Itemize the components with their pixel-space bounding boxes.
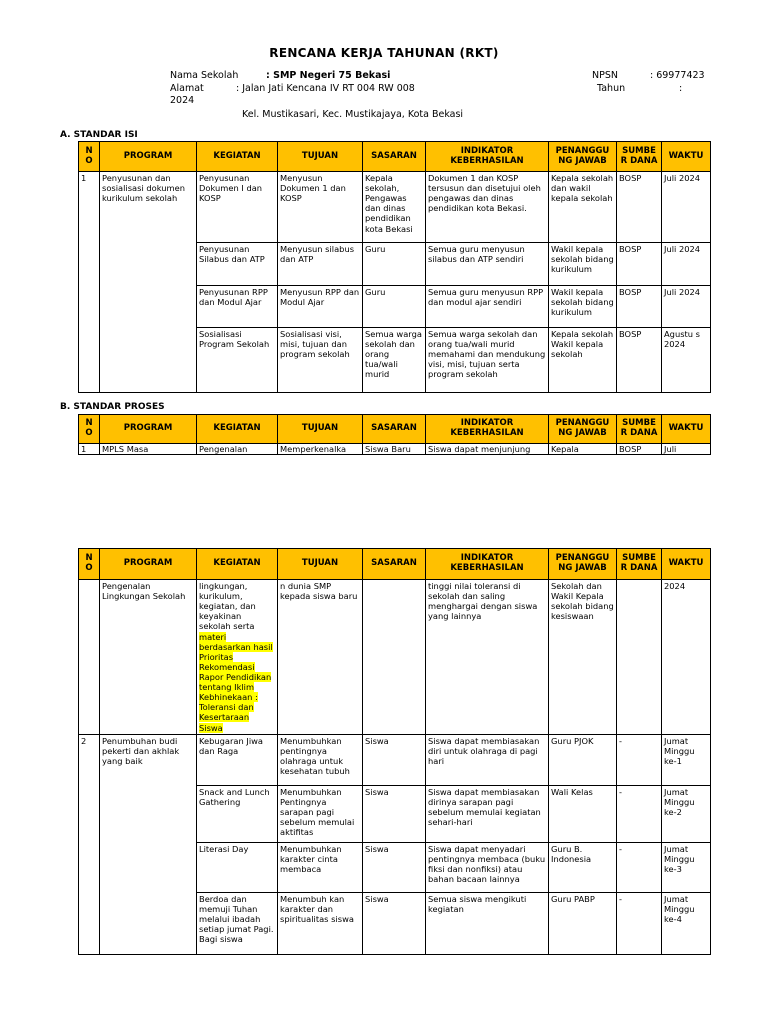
cell-indikator: Siswa dapat menjunjung <box>426 444 549 455</box>
standar-isi-table <box>78 141 711 393</box>
cell-sumber: BOSP <box>617 286 662 328</box>
cell-tujuan: Menumbuh kan karakter dan spiritualitas siswa <box>278 892 363 954</box>
cell-indikator: Semua guru menyusun silabus dan ATP sendiri <box>426 243 549 286</box>
cell-penanggung: Kepala sekolah dan wakil kepala sekolah <box>549 172 617 243</box>
header-waktu: WAKTU <box>662 142 711 172</box>
cell-penanggung: Kepala <box>549 444 617 455</box>
standar-proses-table <box>78 414 711 455</box>
cell-program: Pengenalan Lingkungan Sekolah <box>100 580 197 735</box>
cell-tujuan: Menyusun RPP dan Modul Ajar <box>278 286 363 328</box>
table-header-row <box>79 415 711 444</box>
cell-sasaran: Siswa <box>363 734 426 785</box>
header-sumber: SUMBE R DANA <box>617 415 662 444</box>
cell-indikator: tinggi nilai toleransi di sekolah dan saling menghargai dengan siswa yang lainnya <box>426 580 549 735</box>
cell-sumber <box>617 580 662 735</box>
cell-sumber: - <box>617 734 662 785</box>
cell-waktu: Jumat Minggu ke-2 <box>662 785 711 842</box>
address-value: : Jalan Jati Kencana IV RT 004 RW 008 <box>236 83 415 94</box>
cell-waktu: Jumat Minggu ke-1 <box>662 734 711 785</box>
standar-proses-continued-table <box>78 548 711 955</box>
header-no: N O <box>79 415 100 444</box>
cell-penanggung: Wakil kepala sekolah bidang kurikulum <box>549 286 617 328</box>
cell-sumber: - <box>617 842 662 892</box>
header-waktu: WAKTU <box>662 415 711 444</box>
cell-waktu: Juli 2024 <box>662 172 711 243</box>
header-penanggung: PENANGGU NG JAWAB <box>549 549 617 580</box>
cell-penanggung: Wakil kepala sekolah bidang kurikulum <box>549 243 617 286</box>
table-header-row <box>79 549 711 580</box>
cell-sasaran: Guru <box>363 286 426 328</box>
header-sumber: SUMBE R DANA <box>617 549 662 580</box>
section-a-label: A. STANDAR ISI <box>60 130 138 140</box>
cell-sasaran: Siswa <box>363 785 426 842</box>
header-program: PROGRAM <box>100 415 197 444</box>
cell-sasaran: Siswa Baru <box>363 444 426 455</box>
table-row <box>79 444 711 455</box>
cell-sumber: - <box>617 892 662 954</box>
cell-sasaran <box>363 580 426 735</box>
cell-kegiatan <box>197 580 278 735</box>
cell-sasaran: Kepala sekolah, Pengawas dan dinas pendidikan kota Bekasi <box>363 172 426 243</box>
cell-indikator: Siswa dapat membiasakan diri untuk olahraga di pagi hari <box>426 734 549 785</box>
cell-indikator: Siswa dapat menyadari pentingnya membaca (buku fiksi dan nonfiksi) atau bahan bacaan lainnya <box>426 842 549 892</box>
cell-penanggung: Guru PABP <box>549 892 617 954</box>
cell-sasaran: Guru <box>363 243 426 286</box>
school-name-value: : SMP Negeri 75 Bekasi <box>266 70 391 81</box>
table-row <box>79 734 711 785</box>
npsn-value: : 69977423 <box>650 70 705 81</box>
header-indikator: INDIKATOR KEBERHASILAN <box>426 415 549 444</box>
cell-kegiatan: Penyusunan RPP dan Modul Ajar <box>197 286 278 328</box>
cell-penanggung: Sekolah dan Wakil Kepala sekolah bidang kesiswaan <box>549 580 617 735</box>
cell-sumber: BOSP <box>617 444 662 455</box>
year-value: 2024 <box>170 95 195 106</box>
header-sasaran: SASARAN <box>363 549 426 580</box>
cell-no: 1 <box>79 444 100 455</box>
npsn-label: NPSN <box>592 70 618 81</box>
cell-kegiatan: Penyusunan Dokumen I dan KOSP <box>197 172 278 243</box>
row-program: Penumbuhan budi pekerti dan akhlak yang baik <box>100 734 197 954</box>
header-indikator: INDIKATOR KEBERHASILAN <box>426 142 549 172</box>
kegiatan-text: lingkungan, kurikulum, kegiatan, dan keyakinan sekolah serta <box>199 581 256 632</box>
header-program: PROGRAM <box>100 549 197 580</box>
cell-waktu: Juli <box>662 444 711 455</box>
header-program: PROGRAM <box>100 142 197 172</box>
cell-indikator: Siswa dapat membiasakan dirinya sarapan pagi sebelum memulai kegiatan sehari-hari <box>426 785 549 842</box>
cell-indikator: Semua siswa mengikuti kegiatan <box>426 892 549 954</box>
cell-program: MPLS Masa <box>100 444 197 455</box>
header-tujuan: TUJUAN <box>278 549 363 580</box>
cell-indikator: Semua guru menyusun RPP dan modul ajar sendiri <box>426 286 549 328</box>
cell-sumber: - <box>617 785 662 842</box>
cell-kegiatan: Pengenalan <box>197 444 278 455</box>
cell-tujuan: Menyusun Dokumen 1 dan KOSP <box>278 172 363 243</box>
cell-tujuan: Menyusun silabus dan ATP <box>278 243 363 286</box>
cell-no <box>79 580 100 735</box>
cell-waktu: Jumat Minggu ke-4 <box>662 892 711 954</box>
cell-sumber: BOSP <box>617 328 662 393</box>
cell-kegiatan: Snack and Lunch Gathering <box>197 785 278 842</box>
year-label: Tahun <box>597 83 626 94</box>
year-colon: : <box>679 83 683 94</box>
header-waktu: WAKTU <box>662 549 711 580</box>
cell-kegiatan: Berdoa dan memuji Tuhan melalui ibadah setiap jumat Pagi. Bagi siswa <box>197 892 278 954</box>
table-row <box>79 580 711 735</box>
cell-sasaran: Siswa <box>363 842 426 892</box>
cell-penanggung: Kepala sekolah Wakil kepala sekolah <box>549 328 617 393</box>
row-no: 2 <box>79 734 100 954</box>
cell-kegiatan: Kebugaran Jiwa dan Raga <box>197 734 278 785</box>
document-title: RENCANA KERJA TAHUNAN (RKT) <box>269 46 499 60</box>
header-tujuan: TUJUAN <box>278 142 363 172</box>
header-sasaran: SASARAN <box>363 415 426 444</box>
header-indikator: INDIKATOR KEBERHASILAN <box>426 549 549 580</box>
cell-tujuan: Menumbuhkan pentingnya olahraga untuk kesehatan tubuh <box>278 734 363 785</box>
header-no: N O <box>79 142 100 172</box>
cell-kegiatan: Literasi Day <box>197 842 278 892</box>
section-b-label: B. STANDAR PROSES <box>60 402 165 412</box>
cell-sasaran: Semua warga sekolah dan orang tua/wali murid <box>363 328 426 393</box>
cell-penanggung: Wali Kelas <box>549 785 617 842</box>
table-header-row <box>79 142 711 172</box>
cell-penanggung: Guru PJOK <box>549 734 617 785</box>
cell-kegiatan: Penyusunan Silabus dan ATP <box>197 243 278 286</box>
cell-tujuan: n dunia SMP kepada siswa baru <box>278 580 363 735</box>
cell-waktu: Agustu s 2024 <box>662 328 711 393</box>
cell-sumber: BOSP <box>617 243 662 286</box>
cell-penanggung: Guru B. Indonesia <box>549 842 617 892</box>
cell-sasaran: Siswa <box>363 892 426 954</box>
header-kegiatan: KEGIATAN <box>197 142 278 172</box>
header-sasaran: SASARAN <box>363 142 426 172</box>
cell-waktu: Jumat Minggu ke-3 <box>662 842 711 892</box>
header-penanggung: PENANGGU NG JAWAB <box>549 415 617 444</box>
table-row <box>79 172 711 243</box>
header-penanggung: PENANGGU NG JAWAB <box>549 142 617 172</box>
header-tujuan: TUJUAN <box>278 415 363 444</box>
row-no: 1 <box>79 172 100 393</box>
address-line2: Kel. Mustikasari, Kec. Mustikajaya, Kota Bekasi <box>242 109 464 120</box>
highlighted-text: materi berdasarkan hasil Prioritas Rekomendasi Rapor Pendidikan tentang Iklim Kebhinekaan : Toleransi dan Kesertaraan Siswa <box>199 631 273 733</box>
cell-tujuan: Menumbuhkan karakter cinta membaca <box>278 842 363 892</box>
header-kegiatan: KEGIATAN <box>197 549 278 580</box>
cell-waktu: Juli 2024 <box>662 286 711 328</box>
cell-indikator: Dokumen 1 dan KOSP tersusun dan disetujui oleh pengawas dan dinas pendidikan kota Bekasi. <box>426 172 549 243</box>
cell-waktu: 2024 <box>662 580 711 735</box>
cell-tujuan: Sosialisasi visi, misi, tujuan dan program sekolah <box>278 328 363 393</box>
row-program: Penyusunan dan sosialisasi dokumen kurikulum sekolah <box>100 172 197 393</box>
cell-indikator: Semua warga sekolah dan orang tua/wali murid memahami dan mendukung visi, misi, tujuan serta program sekolah <box>426 328 549 393</box>
header-sumber: SUMBE R DANA <box>617 142 662 172</box>
school-name-label: Nama Sekolah <box>170 70 239 81</box>
header-no: N O <box>79 549 100 580</box>
cell-kegiatan: Sosialisasi Program Sekolah <box>197 328 278 393</box>
cell-waktu: Juli 2024 <box>662 243 711 286</box>
cell-tujuan: Memperkenalka <box>278 444 363 455</box>
address-label: Alamat <box>170 83 204 94</box>
header-kegiatan: KEGIATAN <box>197 415 278 444</box>
cell-tujuan: Menumbuhkan Pentingnya sarapan pagi sebelum memulai aktifitas <box>278 785 363 842</box>
cell-sumber: BOSP <box>617 172 662 243</box>
